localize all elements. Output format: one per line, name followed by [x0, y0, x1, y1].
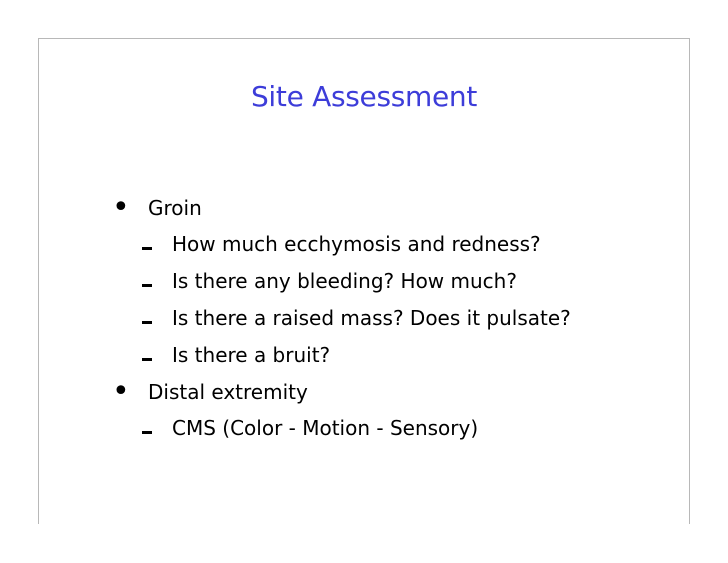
- bullet-text: Groin: [148, 196, 202, 220]
- slide-title: Site Assessment: [250, 80, 478, 113]
- sub-bullet-text: CMS (Color - Motion - Sensory): [172, 416, 479, 440]
- sub-bullet-text: Is there a bruit?: [172, 343, 331, 367]
- sub-bullet-text: Is there a raised mass? Does it pulsate?: [172, 306, 571, 330]
- dash-icon: [142, 300, 152, 337]
- sub-bullet-text: Is there any bleeding? How much?: [172, 269, 517, 293]
- dash-icon: [142, 337, 152, 374]
- bullet-text: Distal extremity: [148, 380, 308, 404]
- dash-icon: [142, 410, 152, 447]
- dash-icon: [142, 226, 152, 263]
- bullet-dot-icon: •: [112, 190, 130, 225]
- dash-icon: [142, 263, 152, 300]
- sub-bullet-text: How much ecchymosis and redness?: [172, 232, 541, 256]
- bullet-dot-icon: •: [112, 374, 130, 409]
